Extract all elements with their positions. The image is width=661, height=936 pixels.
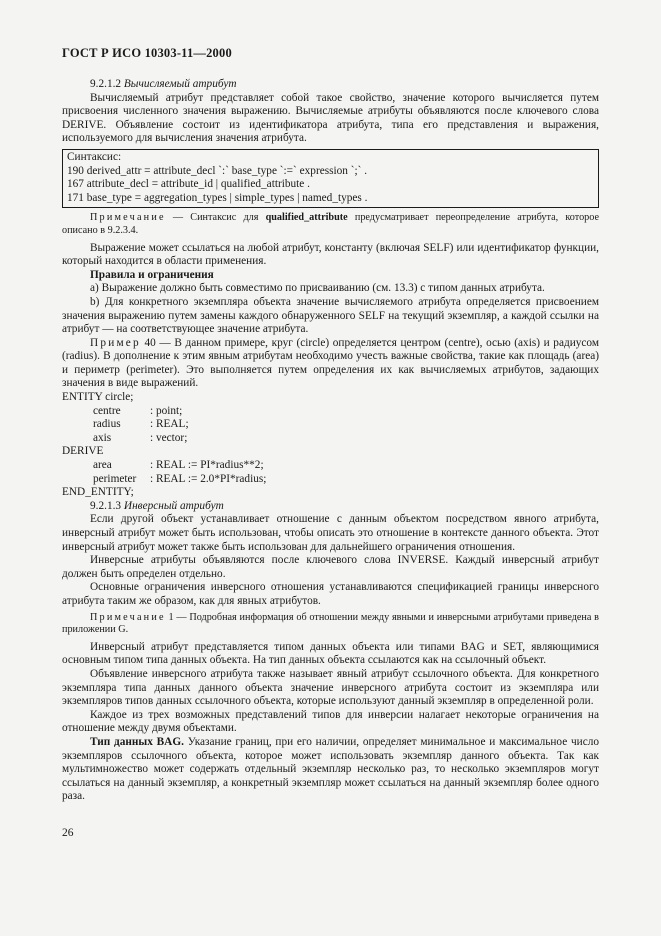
section-heading-9212 — [62, 78, 599, 92]
code-line — [62, 391, 599, 405]
note — [62, 212, 599, 237]
code-attr-type: : REAL := PI*radius**2; — [150, 459, 264, 472]
note-text: предусматривает переопределение атрибута, которое описано в 9.2.3.4. — [62, 212, 599, 236]
paragraph: Каждое из трех возможных представлений типов для инверсии налагает некоторые ограничения на отношение между двумя объектами. — [62, 708, 599, 735]
note-text: — Синтаксис для — [165, 212, 266, 224]
note-text: 1 — Подробная информация об отношении между явными и инверсными атрибутами приведена в приложении G. — [62, 611, 599, 636]
code-line — [62, 418, 599, 432]
rule-item: b) Для конкретного экземпляра объекта значение вычисляемого атрибута определяется присвоением значения выражению путем замены каждого обнаруженного SELF на текущий экземпляр, а каждой ссылки на атрибут — на соответствующее значение атрибута. — [62, 295, 599, 336]
note — [62, 612, 599, 637]
paragraph — [62, 736, 599, 804]
code-attr-name: perimeter — [93, 472, 137, 485]
code-listing — [62, 391, 599, 500]
note-lead: Примечание — [90, 212, 166, 224]
code-attr-name: axis — [93, 431, 112, 444]
syntax-box — [62, 149, 599, 208]
page-number: 26 — [62, 827, 74, 839]
section-number: 9.2.1.2 — [90, 78, 122, 90]
code-line — [62, 459, 599, 473]
paragraph: Если другой объект устанавливает отношение с данным объектом посредством явного атрибута, инверсный атрибут может быть использован, чтобы описать это отношение в контексте данного объекта. Этот инверсный атрибут может также быть использован для дальнейшего ограничения отношения. — [62, 513, 599, 553]
code-line — [62, 405, 599, 419]
syntax-line: 171 base_type = aggregation_types | simple_types | named_types . — [67, 191, 368, 204]
code-line — [62, 486, 599, 500]
code-text: DERIVE — [62, 445, 104, 458]
section-heading-9213 — [62, 500, 599, 514]
note-term: qualified_attribute — [265, 212, 348, 224]
code-line — [62, 432, 599, 446]
code-attr-name: area — [93, 459, 112, 472]
code-text: END_ENTITY; — [62, 486, 134, 499]
paragraph: Инверсный атрибут представляется типом данных объекта или типами BAG и SET, являющимися основным типом типа данных объекта. На тип данных объекта ссылаются как на ссылочный объект. — [62, 640, 599, 667]
code-attr-type: : REAL; — [150, 418, 189, 431]
rule-item: а) Выражение должно быть совместимо по присваиванию (см. 13.3) с типом данных атрибута. — [90, 282, 545, 295]
paragraph: Вычисляемый атрибут представляет собой такое свойство, значение которого вычисляется путем присвоения численного значения выражению. Вычисляемые атрибуты объявляются после ключевого слова DERIVE. Объявление состоит из идентификатора атрибута, типа его представления и выражения, используемого для вычисления значения атрибута. — [62, 91, 599, 145]
code-line — [62, 473, 599, 487]
bag-lead: Тип данных BAG. — [90, 735, 184, 748]
code-attr-name: radius — [93, 418, 121, 431]
section-title: Вычисляемый атрибут — [123, 78, 237, 90]
code-attr-type: : point; — [150, 404, 183, 417]
document-header: ГОСТ Р ИСО 10303-11—2000 — [62, 46, 232, 60]
paragraph: Основные ограничения инверсного отношения устанавливаются спецификацией границы инверсного атрибута таким же образом, как для явных атрибутов. — [62, 581, 599, 607]
code-attr-type: : REAL := 2.0*PI*radius; — [150, 472, 267, 485]
code-attr-type: : vector; — [150, 431, 188, 444]
syntax-line: 167 attribute_decl = attribute_id | qualified_attribute . — [67, 178, 310, 191]
section-title: Инверсный атрибут — [123, 499, 224, 512]
code-text: ENTITY circle; — [62, 391, 134, 404]
paragraph: Инверсные атрибуты объявляются после ключевого слова INVERSE. Каждый инверсный атрибут должен быть определен отдельно. — [62, 554, 599, 580]
paragraph: Объявление инверсного атрибута также называет явный атрибут ссылочного объекта. Для конкретного экземпляра типа данных данного объекта значение инверсного атрибута состоит из экземпляра или экземпляров типов данных ссылочного объекта, которые используют данный экземпляр в определенной роли. — [62, 667, 599, 708]
rules-heading: Правила и ограничения — [90, 268, 214, 281]
syntax-label: Синтаксис: — [67, 150, 122, 163]
code-attr-name: centre — [93, 404, 121, 417]
code-line — [62, 445, 599, 459]
paragraph: Выражение может ссылаться на любой атрибут, константу (включая SELF) или идентификатор функции, который находится в области применения. — [62, 241, 599, 268]
note-lead: Примечание — [90, 611, 166, 623]
page-body — [62, 78, 599, 804]
syntax-line: 190 derived_attr = attribute_decl `:` base_type `:=` expression `;` . — [67, 164, 368, 177]
bag-text: Указание границ, при его наличии, определяет минимальное и максимальное число экземпляров ссылочного объекта, которое может использовать экземпляр данного объекта. Так как мультимножество может содержать отдельный экземпляр несколько раз, то несколько экземпляров могут ссылаться на данный экземпляр, а конкретный экземпляр может ссылаться на данный экземпляр более одного раза. — [62, 735, 600, 803]
example — [62, 337, 599, 391]
section-number: 9.2.1.3 — [90, 499, 122, 512]
example-text: 40 — В данном примере, круг (circle) определяется центром (centre), осью (axis) и радиусом (radius). В дополнение к этим явным атрибутам необходимо учесть важные свойства, такие как площадь (area) и периметр (perimeter). Это выполняется путем определения их как вычисляемых атрибутов, задающих значения в виде выражений. — [62, 336, 599, 390]
example-lead: Пример — [90, 336, 141, 349]
